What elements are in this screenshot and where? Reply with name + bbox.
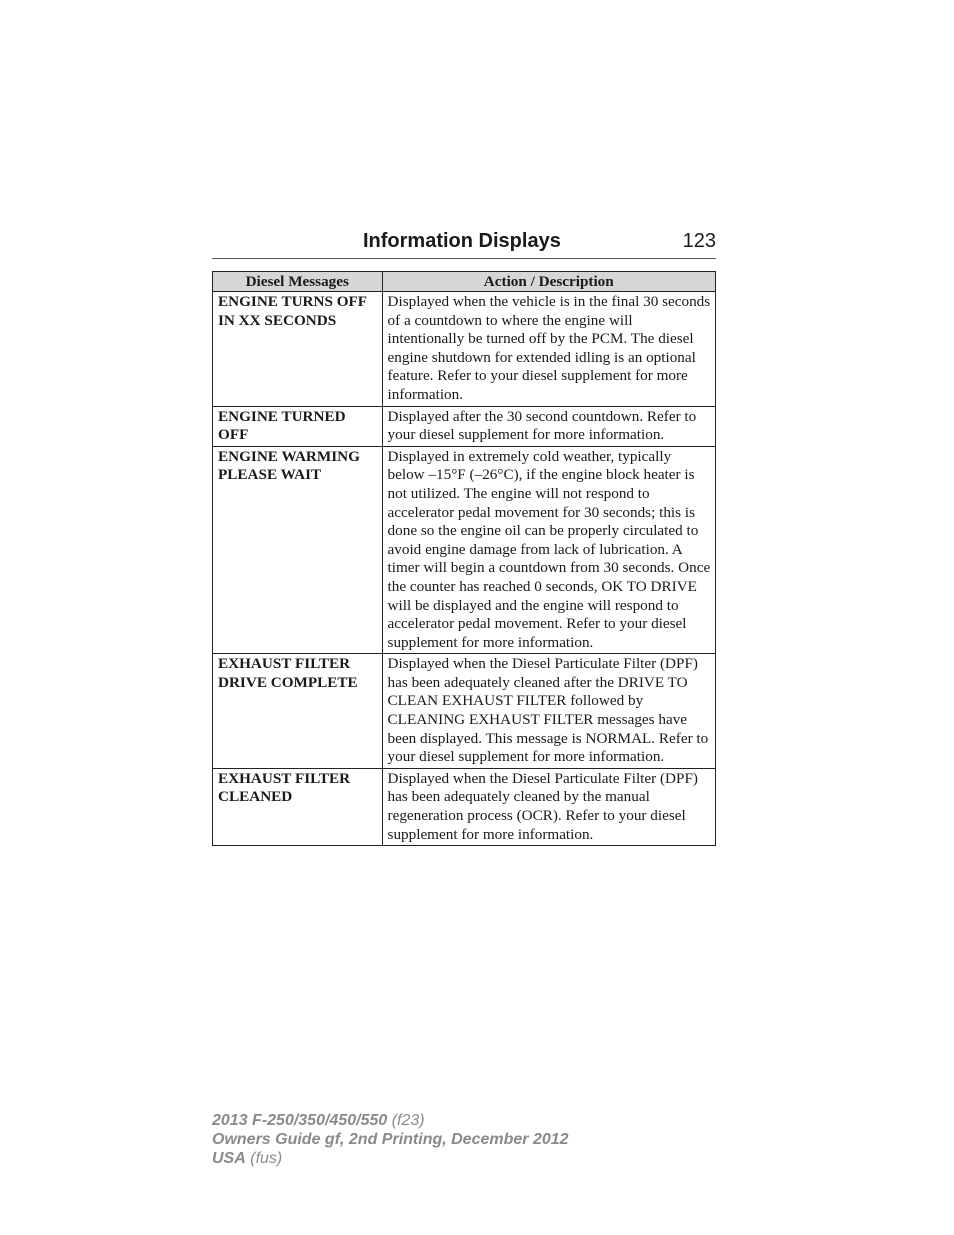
message-cell: ENGINE TURNS OFF IN XX SECONDS <box>213 292 383 407</box>
table-row <box>213 768 716 845</box>
description-cell: Displayed when the vehicle is in the final 30 seconds of a countdown to where the engine will intentionally be turned off by the PCM. The diesel engine shutdown for extended idling is an optional feature. Refer to your diesel supplement for more information. <box>382 292 715 407</box>
table-row <box>213 654 716 769</box>
footer-model-code: (f23) <box>391 1112 425 1129</box>
description-cell: Displayed when the Diesel Particulate Filter (DPF) has been adequately cleaned after the DRIVE TO CLEAN EXHAUST FILTER followed by CLEANING EXHAUST FILTER messages have been displayed. This message is NORMAL. Refer to your diesel supplement for more information. <box>382 654 715 769</box>
table-row <box>213 406 716 446</box>
table-row <box>213 446 716 654</box>
page-footer <box>212 1111 732 1168</box>
diesel-messages-table <box>212 271 716 846</box>
header-divider <box>212 258 716 259</box>
message-cell: ENGINE WARMING PLEASE WAIT <box>213 446 383 654</box>
table-row <box>213 292 716 407</box>
footer-line-guide <box>212 1130 732 1149</box>
footer-region-code: (fus) <box>250 1150 283 1167</box>
column-header-action-description: Action / Description <box>382 272 715 292</box>
footer-line-region <box>212 1149 732 1168</box>
message-cell: ENGINE TURNED OFF <box>213 406 383 446</box>
footer-line-model <box>212 1111 732 1130</box>
footer-model: 2013 F-250/350/450/550 <box>212 1112 388 1129</box>
page-number: 123 <box>682 230 716 252</box>
section-title: Information Displays <box>363 230 561 252</box>
description-cell: Displayed in extremely cold weather, typically below –15°F (–26°C), if the engine block heater is not utilized. The engine will not respond to accelerator pedal movement for 30 seconds; this is done so the engine oil can be properly circulated to avoid engine damage from lack of lubrication. A timer will begin a countdown from 30 seconds. Once the counter has reached 0 seconds, OK TO DRIVE will be displayed and the engine will respond to accelerator pedal movement. Refer to your diesel supplement for more information. <box>382 446 715 654</box>
column-header-diesel-messages: Diesel Messages <box>213 272 383 292</box>
table-header-row <box>213 272 716 292</box>
footer-guide-edition: Owners Guide gf, 2nd Printing, December 2012 <box>212 1131 569 1148</box>
message-cell: EXHAUST FILTER DRIVE COMPLETE <box>213 654 383 769</box>
message-cell: EXHAUST FILTER CLEANED <box>213 768 383 845</box>
description-cell: Displayed after the 30 second countdown. Refer to your diesel supplement for more information. <box>382 406 715 446</box>
description-cell: Displayed when the Diesel Particulate Filter (DPF) has been adequately cleaned by the manual regeneration process (OCR). Refer to your diesel supplement for more information. <box>382 768 715 845</box>
page-header <box>212 228 716 258</box>
footer-region: USA <box>212 1150 246 1167</box>
